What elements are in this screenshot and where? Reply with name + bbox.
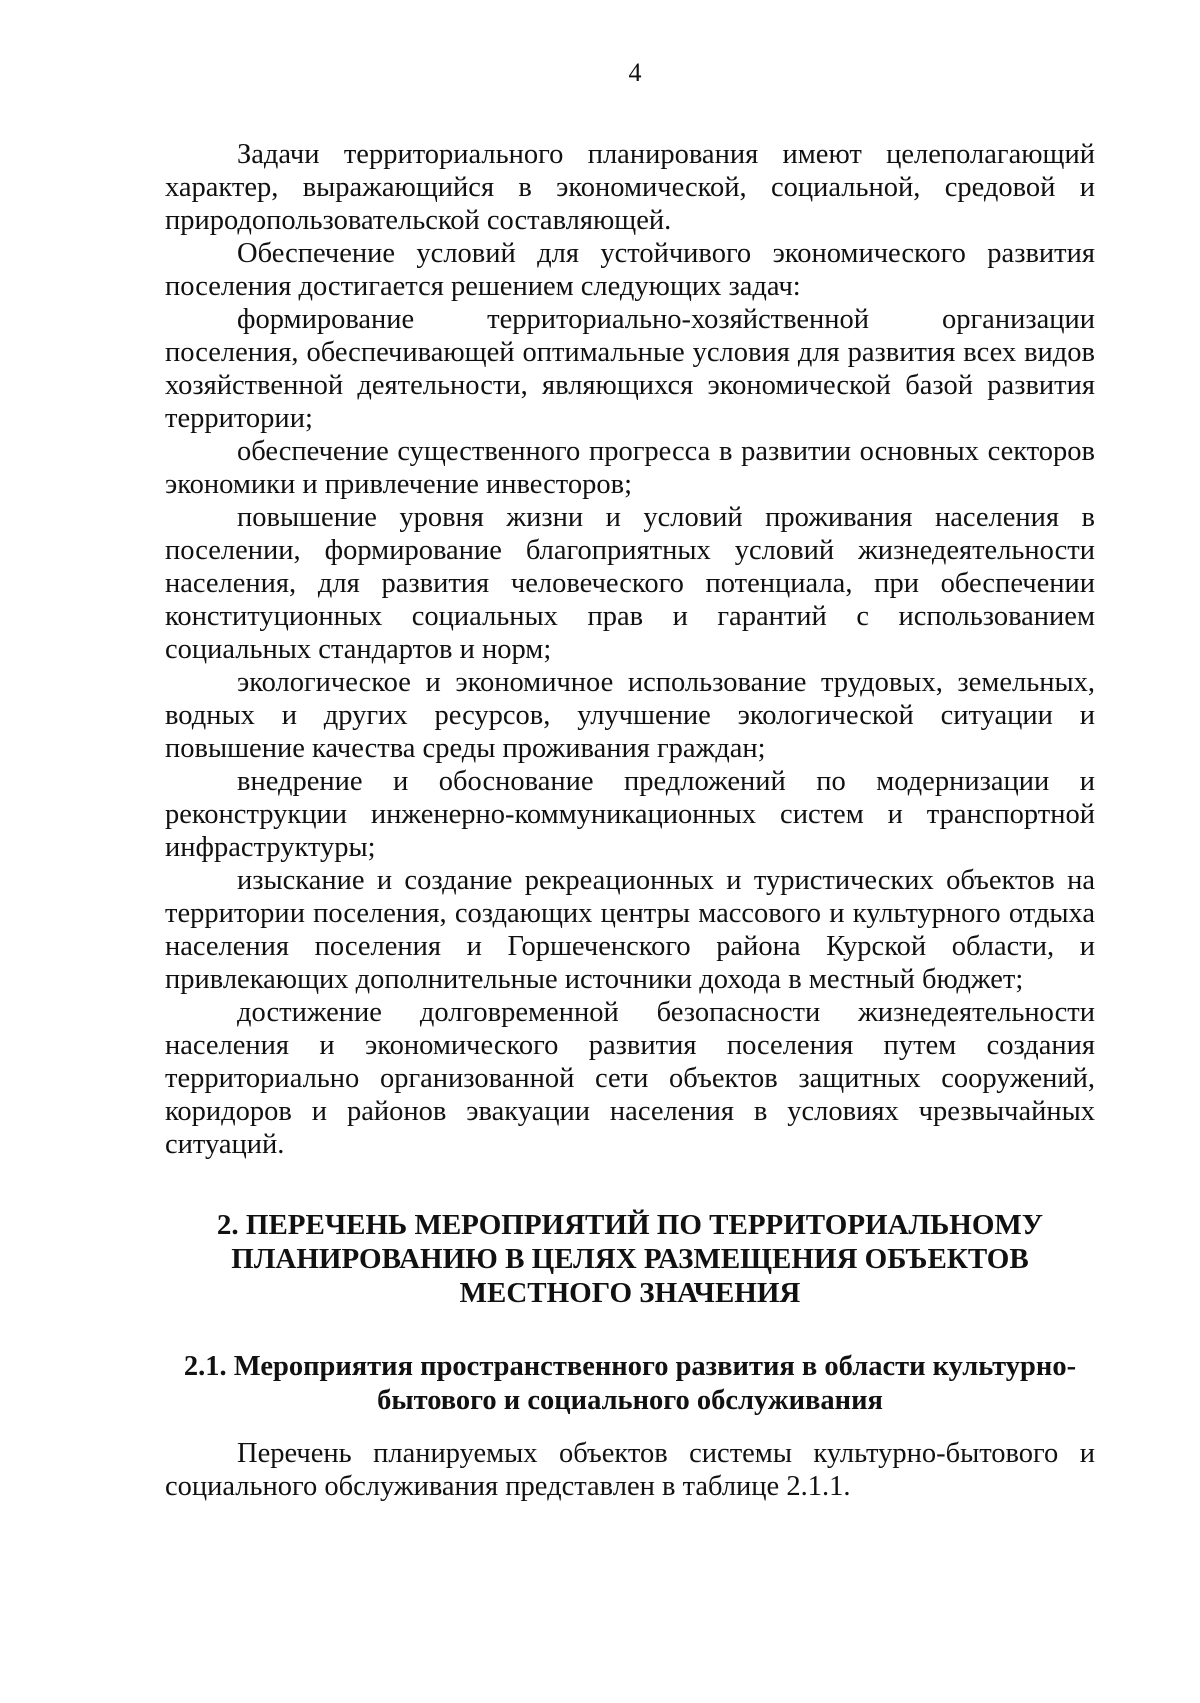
paragraph: Обеспечение условий для устойчивого экономического развития поселения достигается решением следующих задач: bbox=[165, 238, 1095, 302]
body-text bbox=[165, 138, 1095, 1161]
list-item: формирование территориально-хозяйственной организации поселения, обеспечивающей оптимальные условия для развития всех видов хозяйственной деятельности, являющихся экономической базой развития территории; bbox=[165, 304, 1095, 434]
list-item: изыскание и создание рекреационных и туристических объектов на территории поселения, создающих центры массового и культурного отдыха населения поселения и Горшеченского района Курской области, и привлекающих дополнительные источники дохода в местный бюджет; bbox=[165, 865, 1095, 995]
list-item: внедрение и обоснование предложений по модернизации и реконструкции инженерно-коммуникационных систем и транспортной инфраструктуры; bbox=[165, 766, 1095, 863]
list-item: обеспечение существенного прогресса в развитии основных секторов экономики и привлечение инвесторов; bbox=[165, 436, 1095, 500]
list-item: повышение уровня жизни и условий проживания населения в поселении, формирование благоприятных условий жизнедеятельности населения, для развития человеческого потенциала, при обеспечении конституционных социальных прав и гарантий с использованием социальных стандартов и норм; bbox=[165, 502, 1095, 665]
subsection-title: 2.1. Мероприятия пространственного развития в области культурно-бытового и социального обслуживания bbox=[183, 1351, 1077, 1416]
closing-text bbox=[165, 1437, 1095, 1503]
list-item: достижение долговременной безопасности жизнедеятельности населения и экономического развития поселения путем создания территориально организованной сети объектов защитных сооружений, коридоров и районов эвакуации населения в условиях чрезвычайных ситуаций. bbox=[165, 997, 1095, 1160]
paragraph: Перечень планируемых объектов системы культурно-бытового и социального обслуживания представлен в таблице 2.1.1. bbox=[165, 1438, 1095, 1502]
section-headings bbox=[165, 1208, 1095, 1418]
paragraph: Задачи территориального планирования имеют целеполагающий характер, выражающийся в экономической, социальной, средовой и природопользовательской составляющей. bbox=[165, 139, 1095, 236]
list-item: экологическое и экономичное использование трудовых, земельных, водных и других ресурсов, улучшение экологической ситуации и повышение качества среды проживания граждан; bbox=[165, 667, 1095, 764]
page-number: 4 bbox=[628, 58, 642, 87]
section-title: 2. ПЕРЕЧЕНЬ МЕРОПРИЯТИЙ ПО ТЕРРИТОРИАЛЬНОМУ ПЛАНИРОВАНИЮ В ЦЕЛЯХ РАЗМЕЩЕНИЯ ОБЪЕКТОВ МЕСТНОГО ЗНАЧЕНИЯ bbox=[216, 1209, 1044, 1309]
